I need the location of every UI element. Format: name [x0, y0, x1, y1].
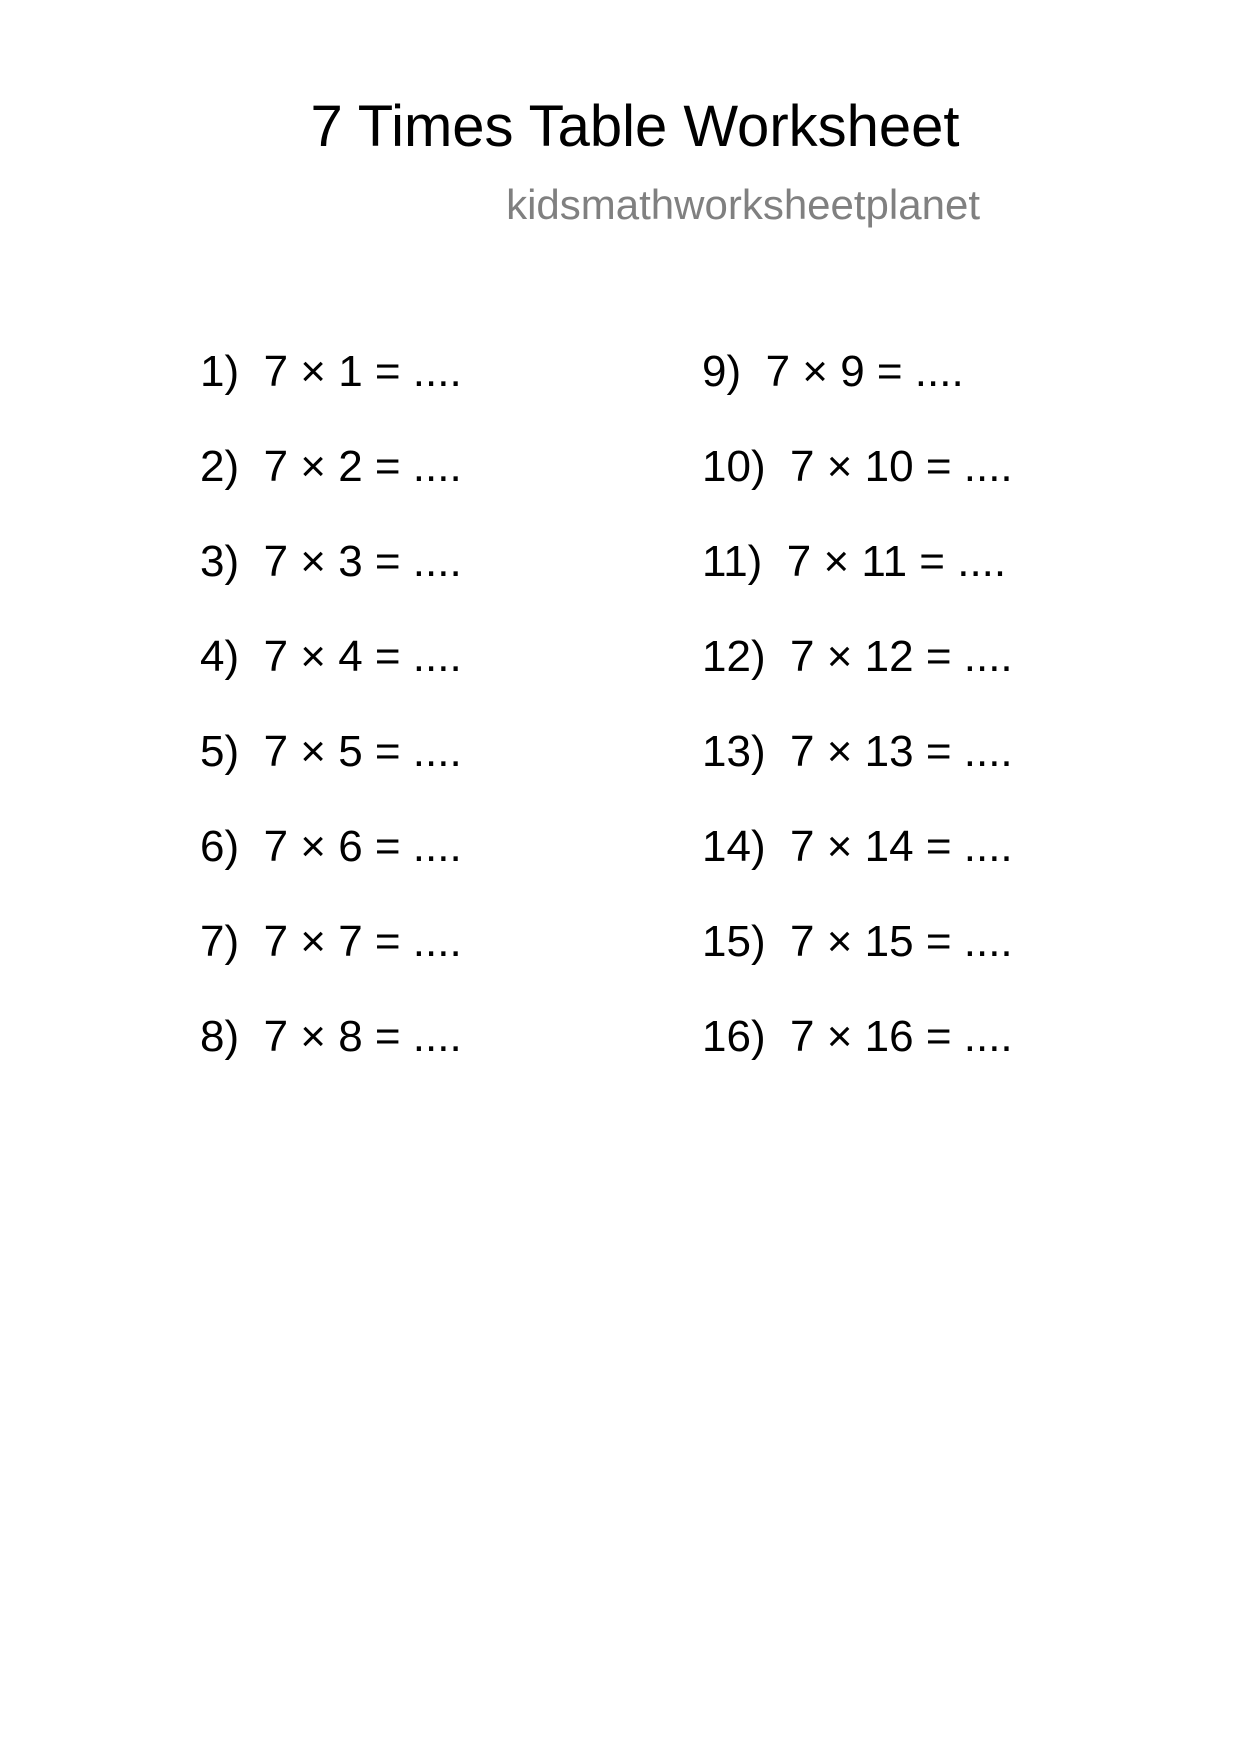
problem-12: 12) 7 × 12 = ....: [702, 632, 1013, 681]
problem-3: 3) 7 × 3 = ....: [200, 537, 462, 586]
problem-6: 6) 7 × 6 = ....: [200, 822, 462, 871]
problem-7: 7) 7 × 7 = ....: [200, 917, 462, 966]
problem-14: 14) 7 × 14 = ....: [702, 822, 1013, 871]
worksheet-source: kidsmathworksheetplanet: [506, 181, 980, 228]
problem-4: 4) 7 × 4 = ....: [200, 632, 462, 681]
problem-8: 8) 7 × 8 = ....: [200, 1012, 462, 1061]
problem-5: 5) 7 × 5 = ....: [200, 727, 462, 776]
problem-13: 13) 7 × 13 = ....: [702, 727, 1013, 776]
problem-15: 15) 7 × 15 = ....: [702, 917, 1013, 966]
problem-11: 11) 7 × 11 = ....: [702, 537, 1007, 586]
problem-2: 2) 7 × 2 = ....: [200, 442, 462, 491]
problem-list-right: [702, 347, 1013, 1110]
worksheet-title: 7 Times Table Worksheet: [310, 94, 960, 159]
problem-1: 1) 7 × 1 = ....: [200, 347, 462, 396]
problem-16: 16) 7 × 16 = ....: [702, 1012, 1013, 1061]
problem-9: 9) 7 × 9 = ....: [702, 347, 964, 396]
problem-10: 10) 7 × 10 = ....: [702, 442, 1013, 491]
problem-list-left: [200, 347, 462, 1110]
